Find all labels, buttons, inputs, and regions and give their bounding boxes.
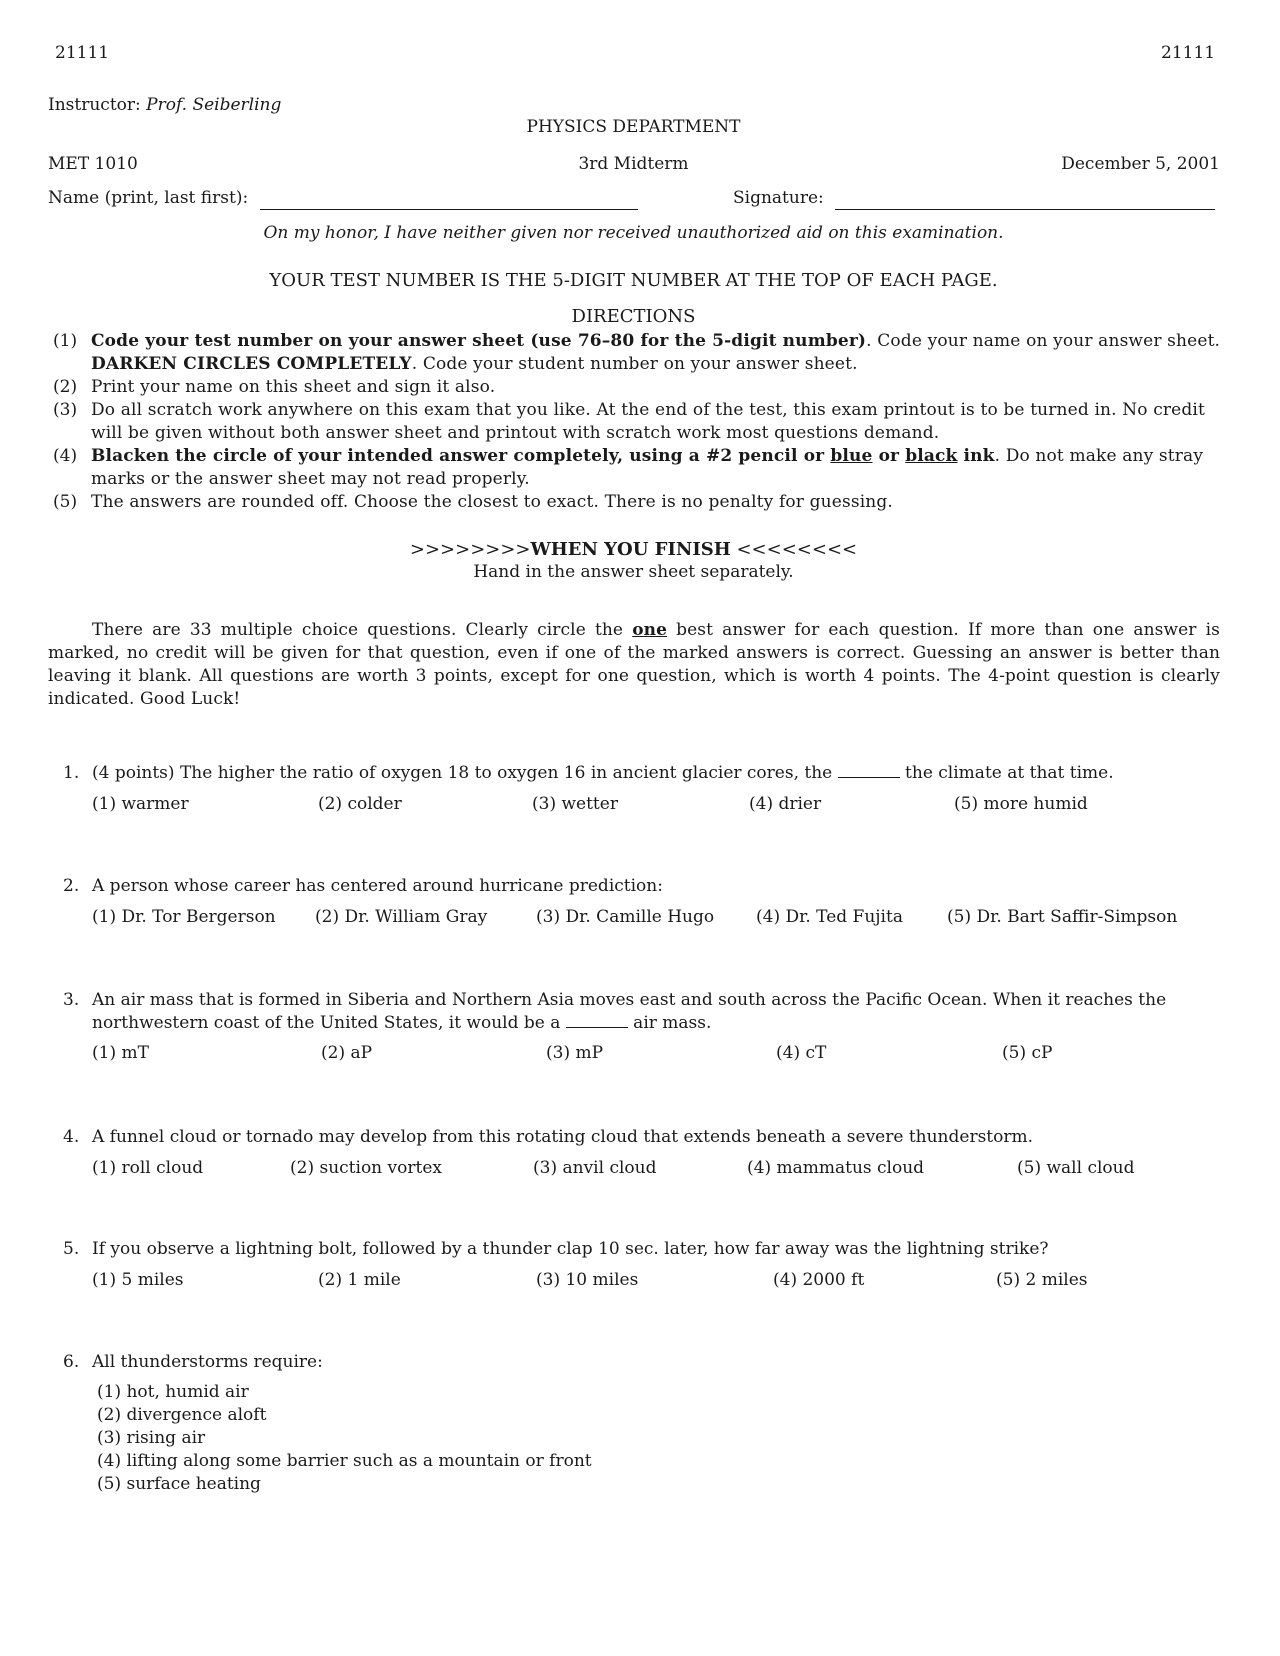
direction-item-2 bbox=[53, 376, 1223, 399]
question-number: 1. bbox=[63, 763, 80, 783]
department-title: PHYSICS DEPARTMENT bbox=[526, 117, 741, 137]
instructor-label: Instructor: bbox=[48, 95, 141, 115]
direction-emphasis: ink bbox=[957, 446, 995, 466]
question-text: A person whose career has centered around hurricane prediction: bbox=[92, 876, 663, 896]
answer-option[interactable]: (4) 2000 ft bbox=[773, 1270, 865, 1290]
answer-option[interactable]: (2) aP bbox=[321, 1043, 373, 1063]
answer-option[interactable]: (5) cP bbox=[1002, 1043, 1053, 1063]
answer-option[interactable]: (5) Dr. Bart Saffir-Simpson bbox=[947, 907, 1178, 927]
honor-statement: On my honor, I have neither given nor received unauthorized aid on this examination. bbox=[263, 223, 1004, 243]
intro-text: There are 33 multiple choice questions. Clearly circle the bbox=[92, 620, 633, 640]
name-write-line[interactable] bbox=[260, 191, 638, 210]
question-number: 4. bbox=[63, 1127, 80, 1147]
direction-item-1 bbox=[53, 330, 1223, 376]
direction-number: (4) bbox=[53, 446, 78, 466]
finish-note: Hand in the answer sheet separately. bbox=[473, 562, 794, 582]
instructor-name: Prof. Seiberling bbox=[146, 95, 282, 115]
test-number-left: 21111 bbox=[55, 43, 110, 63]
question-text: All thunderstorms require: bbox=[92, 1352, 323, 1372]
answer-option[interactable]: (2) Dr. William Gray bbox=[315, 907, 488, 927]
finish-label: WHEN YOU FINISH bbox=[530, 539, 731, 560]
direction-text bbox=[91, 445, 1223, 491]
answer-option[interactable]: (5) more humid bbox=[954, 794, 1088, 814]
answer-option[interactable]: (5) surface heating bbox=[97, 1474, 261, 1494]
answer-option[interactable]: (2) divergence aloft bbox=[97, 1405, 267, 1425]
intro-paragraph bbox=[48, 619, 1220, 711]
finish-banner bbox=[0, 538, 1267, 561]
answer-option[interactable]: (1) Dr. Tor Bergerson bbox=[92, 907, 276, 927]
direction-number: (1) bbox=[53, 331, 78, 351]
direction-emphasis: DARKEN CIRCLES COMPLETELY bbox=[91, 354, 412, 374]
intro-text: best answer for each question. If more than one answer is marked, no credit will be given for that question, even if one of the marked answers is correct. Guessing an answer is better than leaving it blank. All questions are worth 3 points, except for one question, which is worth 4 points. The 4-point question is clearly indicated. Good Luck! bbox=[48, 620, 1220, 709]
answer-option[interactable]: (4) lifting along some barrier such as a mountain or front bbox=[97, 1451, 592, 1471]
answer-option[interactable]: (5) 2 miles bbox=[996, 1270, 1088, 1290]
test-number-right: 21111 bbox=[1161, 43, 1216, 63]
direction-emphasis: Code your test number on your answer sheet (use 76–80 for the 5-digit number) bbox=[91, 331, 867, 351]
answer-option[interactable]: (1) mT bbox=[92, 1043, 149, 1063]
answer-option[interactable]: (4) mammatus cloud bbox=[747, 1158, 925, 1178]
course-code: MET 1010 bbox=[48, 154, 138, 174]
answer-option[interactable]: (1) 5 miles bbox=[92, 1270, 184, 1290]
question-text: A funnel cloud or tornado may develop from this rotating cloud that extends beneath a severe thunderstorm. bbox=[92, 1127, 1034, 1147]
answer-option[interactable]: (4) cT bbox=[776, 1043, 827, 1063]
direction-text-part: . Do not make any stray marks or the answer sheet may not read properly. bbox=[91, 446, 1204, 489]
direction-number: (5) bbox=[53, 492, 78, 512]
direction-text: Print your name on this sheet and sign it also. bbox=[91, 377, 496, 397]
finish-suffix: <<<<<<<< bbox=[730, 539, 858, 560]
answer-option[interactable]: (2) suction vortex bbox=[290, 1158, 442, 1178]
answer-option[interactable]: (3) Dr. Camille Hugo bbox=[536, 907, 715, 927]
direction-text bbox=[91, 330, 1223, 376]
name-field-row bbox=[48, 187, 638, 210]
answer-option[interactable]: (3) wetter bbox=[532, 794, 618, 814]
answer-option[interactable]: (5) wall cloud bbox=[1017, 1158, 1135, 1178]
exam-title: 3rd Midterm bbox=[578, 154, 689, 174]
question-number: 2. bbox=[63, 876, 80, 896]
question-number: 3. bbox=[63, 990, 80, 1010]
direction-emphasis-black: black bbox=[905, 446, 958, 466]
answer-option[interactable]: (1) warmer bbox=[92, 794, 189, 814]
answer-option[interactable]: (2) 1 mile bbox=[318, 1270, 401, 1290]
name-label: Name (print, last first): bbox=[48, 188, 249, 208]
direction-emphasis: or bbox=[872, 446, 906, 466]
answer-option[interactable]: (3) rising air bbox=[97, 1428, 206, 1448]
direction-text-part: . Code your student number on your answer sheet. bbox=[411, 354, 858, 374]
finish-prefix: >>>>>>>> bbox=[409, 539, 531, 560]
answer-option[interactable]: (4) drier bbox=[749, 794, 822, 814]
answer-option[interactable]: (3) 10 miles bbox=[536, 1270, 639, 1290]
test-number-notice: YOUR TEST NUMBER IS THE 5-DIGIT NUMBER AT THE TOP OF EACH PAGE. bbox=[269, 270, 998, 291]
answer-option[interactable]: (1) hot, humid air bbox=[97, 1382, 249, 1402]
question-text: If you observe a lightning bolt, followed by a thunder clap 10 sec. later, how far away was the lightning strike? bbox=[92, 1239, 1049, 1259]
exam-date: December 5, 2001 bbox=[1061, 154, 1220, 174]
answer-blank bbox=[566, 1013, 628, 1028]
answer-option[interactable]: (4) Dr. Ted Fujita bbox=[756, 907, 903, 927]
direction-item-3 bbox=[53, 399, 1223, 445]
answer-option[interactable]: (1) roll cloud bbox=[92, 1158, 204, 1178]
direction-number: (2) bbox=[53, 377, 78, 397]
direction-item-5 bbox=[53, 491, 1223, 514]
answer-option[interactable]: (3) anvil cloud bbox=[533, 1158, 657, 1178]
answer-option[interactable]: (2) colder bbox=[318, 794, 402, 814]
signature-field-row bbox=[733, 187, 1215, 210]
intro-emphasis: one bbox=[632, 620, 668, 640]
directions-title: DIRECTIONS bbox=[571, 306, 696, 327]
direction-emphasis: Blacken the circle of your intended answer completely, using a #2 pencil or bbox=[91, 446, 831, 466]
answer-blank bbox=[838, 763, 900, 778]
direction-emphasis-blue: blue bbox=[830, 446, 873, 466]
direction-text: Do all scratch work anywhere on this exam that you like. At the end of the test, this exam printout is to be turned in. No credit will be given without both answer sheet and printout with scratch work most questions demand. bbox=[91, 400, 1205, 443]
answer-option[interactable]: (3) mP bbox=[546, 1043, 604, 1063]
instructor-line bbox=[48, 94, 281, 117]
question-text: An air mass that is formed in Siberia and Northern Asia moves east and south across the Pacific Ocean. When it reaches the northwestern coast of the United States, it would be a air mass. bbox=[92, 990, 1167, 1033]
question-text: (4 points) The higher the ratio of oxygen 18 to oxygen 16 in ancient glacier cores, the the climate at that time. bbox=[92, 763, 1114, 783]
signature-write-line[interactable] bbox=[835, 191, 1215, 210]
signature-label: Signature: bbox=[733, 188, 824, 208]
question-number: 6. bbox=[63, 1352, 80, 1372]
direction-number: (3) bbox=[53, 400, 78, 420]
direction-text: The answers are rounded off. Choose the closest to exact. There is no penalty for guessing. bbox=[91, 492, 893, 512]
direction-text-part: . Code your name on your answer sheet. bbox=[866, 331, 1221, 351]
direction-item-4 bbox=[53, 445, 1223, 491]
question-number: 5. bbox=[63, 1239, 80, 1259]
